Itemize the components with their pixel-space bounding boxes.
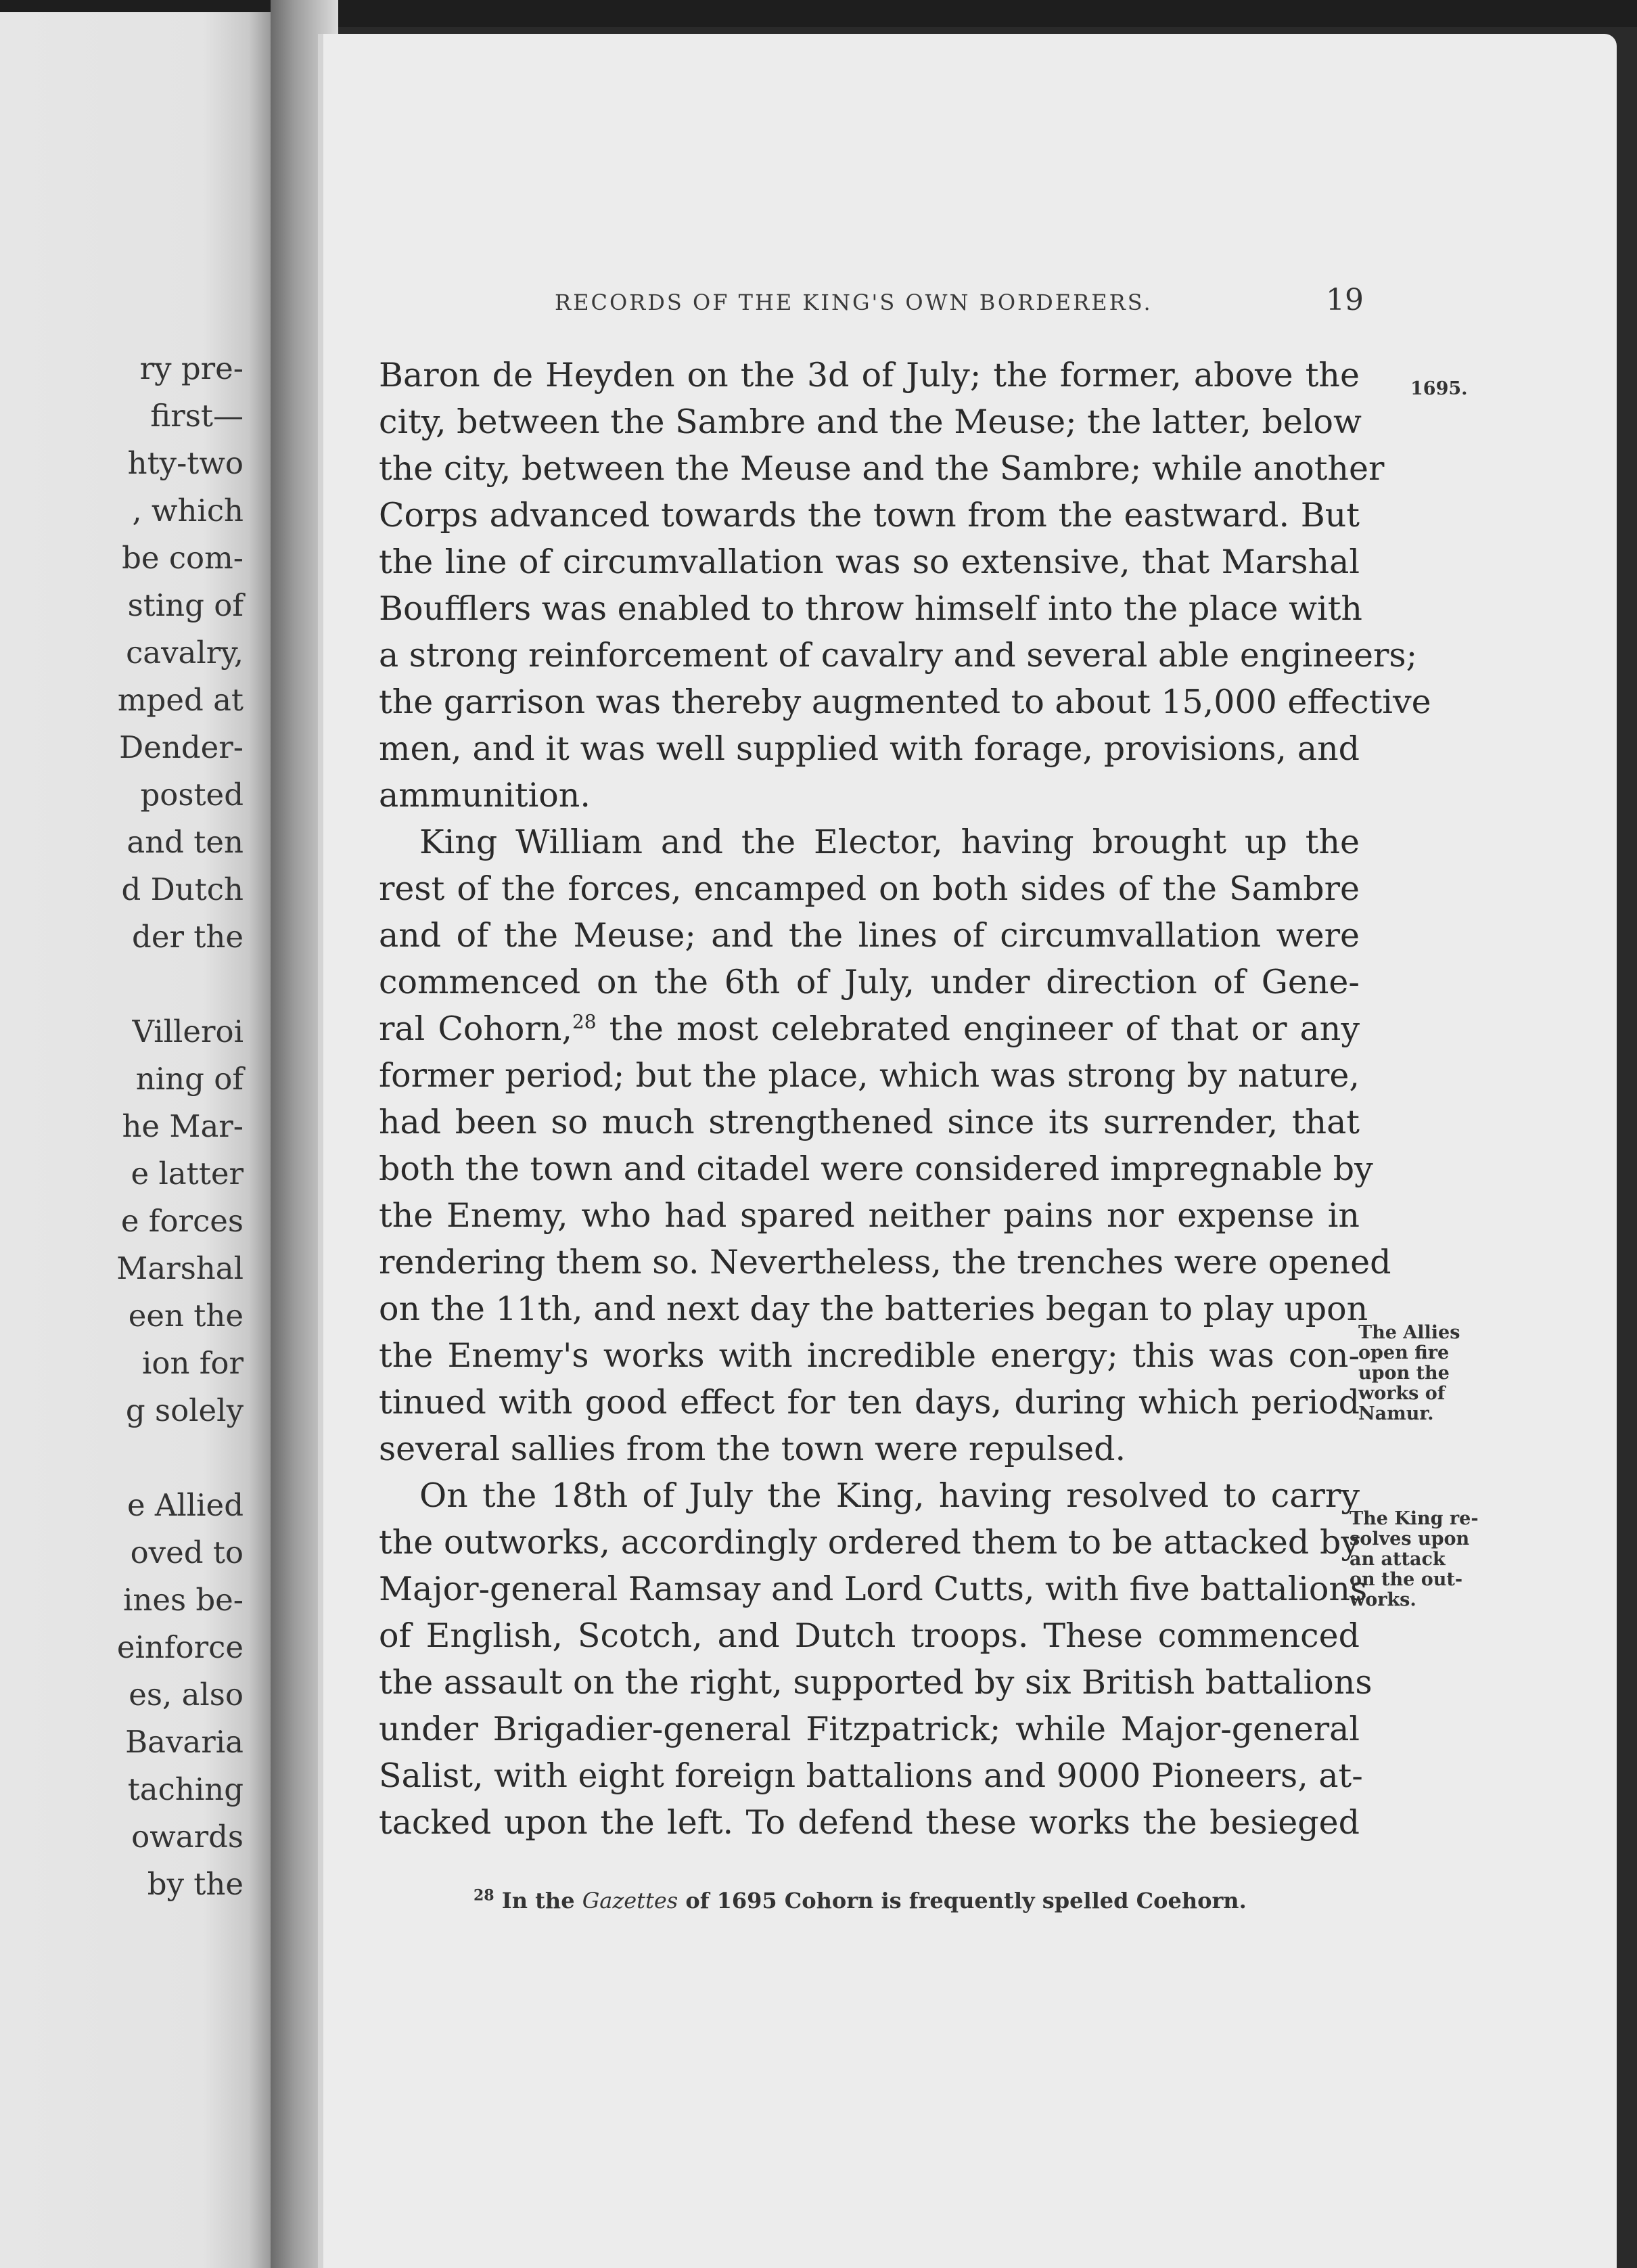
footnote-reference[interactable]: 28 [572,1010,597,1033]
footnote-number: 28 [474,1886,494,1905]
margin-note-year-text: 1695. [1410,378,1468,399]
left-page-line: first— [150,398,244,434]
text-line: ammunition. [379,776,591,815]
paragraph-2 [379,819,1391,1472]
margin-note-line: works. [1350,1589,1416,1610]
margin-note-year [1410,379,1468,399]
text-line: and of the Meuse; and the lines of circumvallation were [379,916,1360,955]
left-facing-page [0,12,271,2268]
margin-note-line: an attack [1350,1549,1446,1570]
margin-note-king [1350,1509,1479,1610]
margin-note-line: open fire [1358,1342,1450,1363]
margin-note-line: works of [1358,1383,1446,1404]
text-line: the garrison was thereby augmented to about 15,000 effective [379,683,1431,721]
paragraph-1 [379,352,1431,819]
text-line: Baron de Heyden on the 3d of July; the former, above the [379,356,1360,394]
text-line: the line of circumvallation was so extensive, that Marshal [379,543,1360,581]
left-page-line: ning of [135,1061,244,1097]
text-line: Boufflers was enabled to throw himself into the place with [379,589,1362,628]
text-line: men, and it was well supplied with forage, provisions, and [379,729,1360,768]
left-page-line: Dender- [119,729,244,765]
text-line: the outworks, accordingly ordered them to be attacked by [379,1523,1360,1562]
running-head: RECORDS OF THE KING'S OWN BORDERERS. [555,290,1153,315]
text-line: on the 11th, and next day the batteries began to play upon [379,1290,1368,1328]
left-page-line: g solely [125,1392,244,1428]
left-page-line: sting of [127,587,244,623]
text-line: rendering them so. Nevertheless, the trenches were opened [379,1243,1391,1282]
margin-note-line: The King re- [1350,1508,1479,1529]
left-page-line: es, also [129,1677,244,1713]
text-line: city, between the Sambre and the Meuse; the latter, below [379,403,1362,441]
left-page-line: Villeroi [132,1014,244,1049]
text-line: the assault on the right, supported by six British battalions [379,1663,1373,1702]
left-page-line: e forces [120,1203,244,1239]
line-with-footnote-ref: ral Cohorn,$^{28}$ the most celebrated engineer of that or any [379,1010,1360,1048]
text-line: tinued with good effect for ten days, during which period [379,1383,1360,1422]
left-page-line: and ten [126,824,244,860]
left-page-line: ines be- [122,1582,244,1618]
left-page-line: d Dutch [121,871,244,907]
text-line: both the town and citadel were considered impregnable by [379,1150,1373,1188]
text-line: several sallies from the town were repulsed. [379,1430,1126,1468]
left-page-line: mped at [117,682,244,718]
text-line: had been so much strengthened since its surrender, that [379,1103,1360,1141]
footnote-italic: Gazettes [582,1888,678,1913]
left-page-line: owards [131,1819,244,1855]
text-line: of English, Scotch, and Dutch troops. These commenced [379,1616,1360,1655]
left-page-line: e latter [131,1156,244,1192]
footnote: $^{28}$ In the Gazettes of 1695 Cohorn is frequently spelled Coehorn. [474,1886,1247,1913]
text-line: King William and the Elector, having brought up the [419,823,1360,861]
text-line: former period; but the place, which was strong by nature, [379,1056,1360,1095]
text-line: Salist, with eight foreign battalions and 9000 Pioneers, at- [379,1756,1363,1795]
left-page-line: cavalry, [126,635,244,671]
margin-note-line: The Allies [1358,1322,1460,1343]
margin-note-line: on the out- [1350,1569,1463,1590]
left-page-line: Marshal [116,1250,244,1286]
left-page-line: einforce [116,1629,244,1665]
text-line: a strong reinforcement of cavalry and several able engineers; [379,636,1418,675]
text-line: the Enemy's works with incredible energy; this was con- [379,1336,1360,1375]
text-line: rest of the forces, encamped on both sides of the Sambre [379,869,1360,908]
left-page-line: hty-two [127,445,244,481]
text-line: the city, between the Meuse and the Sambre; while another [379,449,1385,488]
text-line: Major-general Ramsay and Lord Cutts, with five battalions [379,1570,1368,1608]
left-page-line: , which [132,493,244,528]
margin-note-line: Namur. [1358,1403,1434,1424]
text-line: tacked upon the left. To defend these works the besieged [379,1803,1360,1842]
left-page-line: Bavaria [125,1724,244,1760]
text-line: commenced on the 6th of July, under direction of Gene- [379,963,1360,1001]
left-page-line: posted [140,777,244,813]
text-line: On the 18th of July the King, having resolved to carry [419,1476,1360,1515]
left-page-line: der the [132,919,244,955]
text-line: Corps advanced towards the town from the eastward. But [379,496,1360,535]
margin-note-allies [1358,1323,1460,1424]
margin-note-line: upon the [1358,1363,1450,1384]
margin-note-line: solves upon [1350,1528,1470,1549]
left-page-line: taching [127,1771,244,1807]
left-page-line: by the [147,1866,244,1902]
text-line: under Brigadier-general Fitzpatrick; while Major-general [379,1710,1360,1748]
text-line: the Enemy, who had spared neither pains nor expense in [379,1196,1360,1235]
paragraph-3 [379,1472,1373,1846]
page-number: 19 [1326,283,1364,317]
left-page-line: e Allied [126,1487,244,1523]
left-page-line: oved to [130,1535,244,1570]
left-page-line: be com- [122,540,244,576]
left-page-line: ry pre- [139,350,244,386]
left-page-line: een the [128,1298,244,1334]
left-page-line: ion for [141,1345,244,1381]
left-page-line: he Mar- [122,1108,244,1144]
